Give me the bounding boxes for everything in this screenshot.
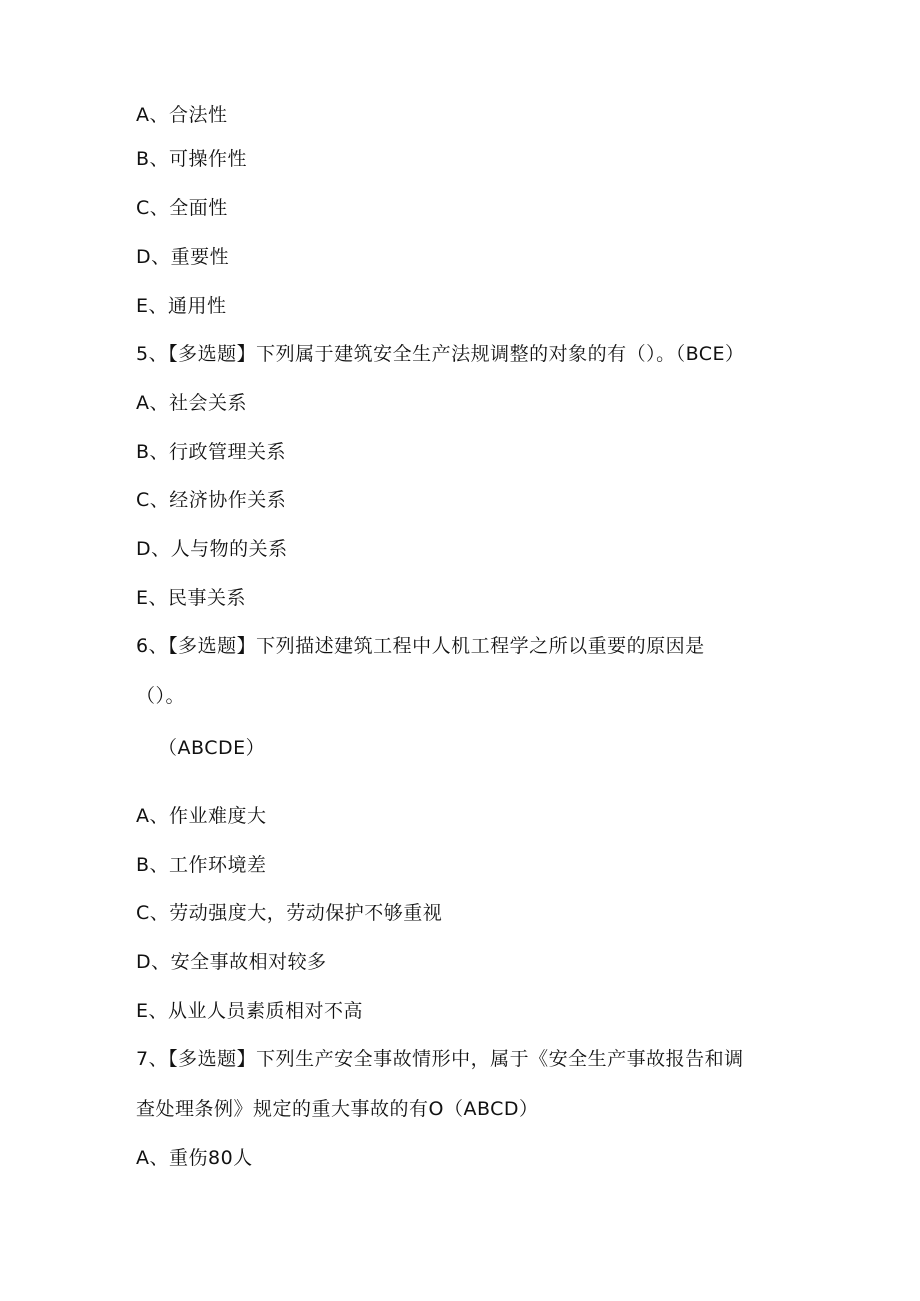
q6-option-e: E、从业人员素质相对不高 (136, 1000, 364, 1022)
q5-option-e: E、民事关系 (136, 587, 247, 609)
q6-option-b: B、工作环境差 (136, 854, 267, 876)
question-7-continued: 查处理条例》规定的重大事故的有O（ABCD） (136, 1098, 539, 1120)
option-e-generality: E、通用性 (136, 295, 227, 317)
q5-option-b: B、行政管理关系 (136, 441, 287, 463)
option-a-legality: A、合法性 (136, 104, 228, 126)
option-d-importance: D、重要性 (136, 246, 230, 268)
question-6: 6、【多选题】下列描述建筑工程中人机工程学之所以重要的原因是 (136, 635, 705, 657)
q6-option-d: D、安全事故相对较多 (136, 951, 327, 973)
q7-option-a: A、重伤80人 (136, 1147, 253, 1169)
q5-option-c: C、经济协作关系 (136, 489, 287, 511)
question-5: 5、【多选题】下列属于建筑安全生产法规调整的对象的有（）。（BCE） (136, 343, 745, 365)
q5-option-a: A、社会关系 (136, 392, 247, 414)
q6-option-c: C、劳动强度大，劳动保护不够重视 (136, 902, 443, 924)
q5-option-d: D、人与物的关系 (136, 538, 288, 560)
question-6-continued: （）。 (136, 685, 186, 707)
option-c-comprehensiveness: C、全面性 (136, 197, 228, 219)
option-b-operability: B、可操作性 (136, 148, 248, 170)
q6-option-a: A、作业难度大 (136, 805, 267, 827)
question-7: 7、【多选题】下列生产安全事故情形中，属于《安全生产事故报告和调 (136, 1048, 744, 1070)
question-6-answer: （ABCDE） (158, 737, 266, 759)
